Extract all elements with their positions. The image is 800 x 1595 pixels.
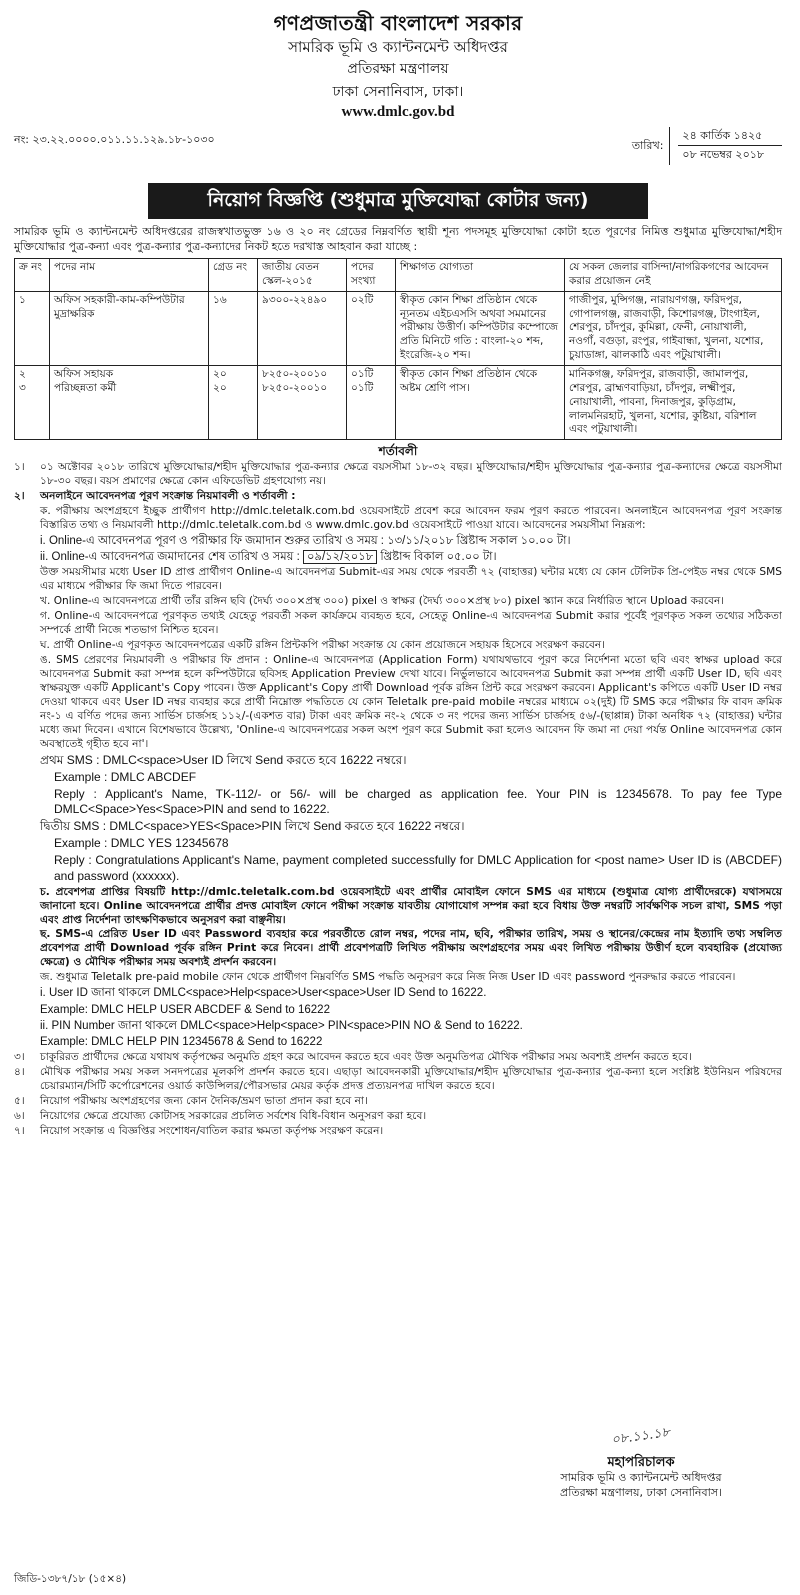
- recover-pin-example: Example: DMLC HELP PIN 12345678 & Send to 16222: [40, 1035, 323, 1048]
- col-serial: ক্র নং: [15, 259, 50, 292]
- intro-paragraph: সামরিক ভূমি ও ক্যান্টনমেন্ট অধিদপ্তরের রাজস্বখাতভুক্ত ১৬ ও ২০ নং গ্রেডের নিম্নবর্ণিত স্থায়ী শূন্য পদসমূহ মুক্তিযোদ্ধা কোটা হতে পূরণের নিমিত্ত শুধুমাত্র মুক্তিযোদ্ধা/শহীদ মুক্তিযোদ্ধার পুত্র-কন্যা এবং পুত্র-কন্যার পুত্র-কন্যাদের নিকট হতে দরখাস্ত আহবান করা যাচ্ছে :: [14, 225, 782, 253]
- condition-text: ০১ অক্টোবর ২০১৮ তারিখে মুক্তিযোদ্ধার/শহীদ মুক্তিযোদ্ধার পুত্র-কন্যার ক্ষেত্রে বয়সসীমা ১৮-৩২ বছর। মুক্তিযোদ্ধার/শহীদ মুক্তিযোদ্ধার পুত্র-কন্যার পুত্র-কন্যাদের ক্ষেত্রে বয়সসীমা ১৮-৩০ বছর। বয়স প্রমাণের ক্ষেত্রে কোন এফিডেভিট গ্রহণযোগ্য নয়।: [40, 461, 782, 488]
- table-row: [15, 366, 782, 440]
- col-grade: গ্রেড নং: [209, 259, 258, 292]
- sms-instructions: [14, 753, 782, 885]
- condition-number: ৪।: [14, 1066, 25, 1079]
- reference-row: [14, 127, 782, 181]
- clause-ka: ক. পরীক্ষায় অংশগ্রহণে ইচ্ছুক প্রার্থীগণ http://dmlc.teletalk.com.bd ওয়েবসাইটে প্রবেশ করে আবেদন ফরম পূরণ করতে পারবেন। অনলাইনে আবেদনপত্র পূরণ সংক্রান্ত বিস্তারিত তথ্য ও নিয়মাবলী http://dmlc.teletalk.com.bd ও www.dmlc.gov.bd ওয়েবসাইটে পাওয়া যাবে। আবেদনের সময়সীমা নিম্নরূপ:: [40, 505, 782, 532]
- clause-chha: ছ. SMS-এ প্রেরিত User ID এবং Password ব্যবহার করে পরবর্তীতে রোল নম্বর, পদের নাম, ছবি, পরীক্ষার তারিখ, সময় ও স্থানের/কেন্দ্রের নাম ইত্যাদি তথ্য সম্বলিত প্রবেশপত্র প্রার্থী Download পূর্বক রঙ্গিন Print করে নিবেন। প্রার্থী প্রবেশপত্রটি লিখিত পরীক্ষায় অংশগ্রহণের সময় এবং লিখিত পরীক্ষায় উত্তীর্ণ হলে ব্যবহারিক (প্রযোজ্য ক্ষেত্রে) ও মৌখিক পরীক্ষার সময় অবশ্যই প্রদর্শন করবেন।: [40, 928, 782, 969]
- gd-number: জিডি-১৩৮৭/১৮ (১৫×৪): [14, 1573, 127, 1585]
- condition-number: ৭।: [14, 1124, 25, 1137]
- memo-number: নং: ২৩.২২.০০০০.০১১.১১.১২৯.১৮-১০৩০: [14, 132, 215, 146]
- clause-ka-note: উক্ত সময়সীমার মধ্যে User ID প্রাপ্ত প্রার্থীগণ Online-এ আবেদনপত্র Submit-এর সময় থেকে পরবর্তী ৭২ (বাহাত্তর) ঘন্টার মধ্যে যে কোন টেলিটক প্রি-পেইড নম্বর থেকে SMS এর মাধ্যমে পরীক্ষার ফি জমা দিতে পারবেন।: [40, 566, 782, 593]
- signatory-ministry: প্রতিরক্ষা মন্ত্রণালয়, ঢাকা সেনানিবাস।: [559, 1485, 723, 1499]
- cell-scale: ৯৩০০-২২৪৯০: [258, 291, 347, 365]
- clause-kha: খ. Online-এ আবেদনপত্রে প্রার্থী তাঁর রঙ্গিন ছবি (দৈর্ঘ্য ৩০০×প্রস্থ ৩০০) pixel ও স্বাক্ষর (দৈর্ঘ্য ৩০০×প্রস্থ ৮০) pixel স্ক্যান করে নির্ধারিত স্থানে Upload করবেন।: [40, 595, 725, 608]
- sms-first-example: Example : DMLC ABCDEF: [54, 769, 197, 784]
- notice-title-banner: নিয়োগ বিজ্ঞপ্তি (শুধুমাত্র মুক্তিযোদ্ধা কোটার জন্য): [148, 183, 648, 219]
- clause-ka-start: i. Online-এ আবেদনপত্র পূরণ ও পরীক্ষার ফি জমাদান শুরুর তারিখ ও সময় : ১৩/১১/২০১৮ খ্রিষ্টাব্দ সকাল ১০.০০ টা।: [40, 535, 571, 548]
- office-address: ঢাকা সেনানিবাস, ঢাকা।: [332, 83, 464, 100]
- cell-grade: [209, 366, 258, 440]
- cell-serial: ১: [15, 291, 50, 365]
- cell-scale: [258, 366, 347, 440]
- vacancy-table: [14, 258, 782, 440]
- serial-3: ৩: [19, 381, 26, 394]
- sms-second: দ্বিতীয় SMS : DMLC<space>YES<Space>PIN লিখে Send করতে হবে 16222 নম্বরে।: [40, 819, 465, 834]
- cell-qualification: স্বীকৃত কোন শিক্ষা প্রতিষ্ঠান থেকে অষ্টম শ্রেণি পাস।: [396, 366, 565, 440]
- serial-2: ২: [19, 368, 26, 381]
- deadline-date: ০৯/১২/২০১৮: [303, 550, 377, 564]
- letterhead: [14, 10, 782, 123]
- date-bangla: ২৪ কার্তিক ১৪২৫: [678, 127, 782, 147]
- col-post: পদের নাম: [50, 259, 209, 292]
- condition-number: ২।: [14, 490, 25, 503]
- condition-text: মৌখিক পরীক্ষার সময় সকল সনদপত্রের মূলকপি প্রদর্শন করতে হবে। এছাড়া আবেদনকারী মুক্তিযোদ্ধার/শহীদ মুক্তিযোদ্ধার পুত্র-কন্যার পুত্র-কন্যা হলে সংশ্লিষ্ট ইউনিয়ন পরিষদের চেয়ারম্যান/সিটি কর্পোরেশনের ওয়ার্ড কাউন্সিলর/পৌরসভার মেয়র কর্তৃক প্রদত্ত প্রত্যয়নপত্র দাখিল করতে হবে।: [40, 1066, 782, 1092]
- recover-pin: ii. PIN Number জানা থাকলে DMLC<space>Help<space> PIN<space>PIN NO & Send to 16222.: [40, 1019, 523, 1032]
- sms-first: প্রথম SMS : DMLC<space>User ID লিখে Send করতে হবে 16222 নম্বরে।: [40, 752, 407, 767]
- condition-number: ৬।: [14, 1109, 25, 1122]
- date-english: ০৮ নভেম্বর ২০১৮: [682, 148, 764, 162]
- conditions-title: শর্তাবলী: [378, 444, 418, 459]
- clause-cha: চ. প্রবেশপত্র প্রাপ্তির বিষয়টি http://dmlc.teletalk.com.bd ওয়েবসাইটে এবং প্রার্থীর মোবাইল ফোনে SMS এর মাধ্যমে (শুধুমাত্র যোগ্য প্রার্থীদেরকে) যথাসময়ে জানানো হবে। Online আবেদনপত্রে প্রার্থীর প্রদত্ত মোবাইল ফোনে পরীক্ষা সংক্রান্ত যাবতীয় যোগাযোগ সম্পন্ন করা হবে বিধায় উক্ত নম্বরটি সার্বক্ষণিক সচল রাখা, SMS পড়া এবং প্রাপ্ত নির্দেশনা তাৎক্ষণিকভাবে অনুসরণ করা বাঞ্ছনীয়।: [40, 885, 782, 926]
- clause-ja: জ. শুধুমাত্র Teletalk pre-paid mobile ফোন থেকে প্রার্থীগণ নিম্নবর্ণিত SMS পদ্ধতি অনুসরণ করে নিজ নিজ User ID এবং password পুনরুদ্ধার করতে পারবেন।: [40, 971, 736, 984]
- clause-uma: ঙ. SMS প্রেরণের নিয়মাবলী ও পরীক্ষার ফি প্রদান : Online-এ আবেদনপত্র (Application Form) যথাযথভাবে পূরণ করে নির্দেশনা মতো ছবি এবং স্বাক্ষর upload করে আবেদনপত্র Submit করা সম্পন্ন হলে কম্পিউটারে ছবিসহ Application Preview দেখা যাবে। নির্ভুলভাবে আবেদনপত্র Submit করা সম্পন্ন প্রার্থী একটি User ID, ছবি এবং স্বাক্ষরযুক্ত একটি Applicant's Copy পাবেন। উক্ত Applicant's Copy প্রার্থী Download পূর্বক রঙ্গিন প্রিন্ট করে সংরক্ষণ করবেন। Applicant's কপিতে একটি User ID নম্বর দেওয়া থাকবে এবং User ID নম্বর ব্যবহার করে প্রার্থী নিম্নোক্ত পদ্ধতিতে যে কোন Teletalk pre-paid mobile নম্বরের মাধ্যমে ০২(দুই) টি SMS করে পরীক্ষার ফি বাবদ ক্রমিক নং-১ এ বর্ণিত পদের জন্য সার্ভিস চার্জসহ ১১২/-(একশত বার) টাকা এবং ক্রমিক নং-২ থেকে ৩ নং পদের জন্য সার্ভিস চার্জসহ ৫৬/-(ছাপ্পান্ন) টাকা অনধিক ৭২ (বাহাত্তর) ঘন্টার মধ্যে জমা দিবেন। এখানে বিশেষভাবে উল্লেখ্য, 'Online-এ আবেদনপত্রের সকল অংশ পূরণ করে Submit করা হলেও আবেদন ফি জমা না দেয়া পর্যন্ত Online আবেদনপত্র কোন অবস্থাতেই গৃহীত হবে না'।: [40, 654, 782, 750]
- condition-1: [14, 461, 782, 489]
- government-title: গণপ্রজাতন্ত্রী বাংলাদেশ সরকার: [273, 11, 523, 35]
- signature-mark: ০৮.১১.১৮: [610, 1424, 671, 1449]
- condition-text: নিয়োগ সংক্রান্ত এ বিজ্ঞপ্তির সংশোধন/বাতিল করার ক্ষমতা কর্তৃপক্ষ সংরক্ষণ করেন।: [40, 1124, 384, 1137]
- condition-text: অনলাইনে আবেদনপত্র পূরণ সংক্রান্ত নিয়মাবলী ও শর্তাবলী :: [40, 490, 296, 503]
- condition-number: ৩।: [14, 1051, 25, 1064]
- post-cleaner: পরিচ্ছন্নতা কর্মী: [54, 381, 117, 394]
- condition-text: নিয়োগের ক্ষেত্রে প্রযোজ্য কোটাসহ সরকারের প্রচলিত সর্বশেষ বিধি-বিধান অনুসরণ করা হবে।: [40, 1109, 427, 1122]
- condition-2-title: [14, 490, 782, 504]
- cell-grade: ১৬: [209, 291, 258, 365]
- cell-excluded: মানিকগঞ্জ, ফরিদপুর, রাজবাড়ী, জামালপুর, শেরপুর, ব্রাহ্মণবাড়িয়া, চাঁদপুর, লক্ষ্মীপুর, নোয়াখালী, পাবনা, দিনাজপুর, কুড়িগ্রাম, লালমনিরহাট, খুলনা, যশোর, কুষ্টিয়া, বরিশাল এবং পটুয়াখালী।: [565, 366, 782, 440]
- condition-text: চাকুরিরত প্রার্থীদের ক্ষেত্রে যথাযথ কর্তৃপক্ষের অনুমতি গ্রহণ করে আবেদন করতে হবে এবং উক্ত অনুমতিপত্র মৌখিক পরীক্ষার সময় অবশ্যই প্রদর্শন করতে হবে।: [40, 1051, 692, 1064]
- cell-qualification: স্বীকৃত কোন শিক্ষা প্রতিষ্ঠান থেকে ন্যূনতম এইচএসসি অথবা সমমানের পরীক্ষায় উত্তীর্ণ। কম্পিউটার কম্পোজে প্রতি মিনিটে গতি : বাংলা-২০ শব্দ, ইংরেজি-২০ শব্দ।: [396, 291, 565, 365]
- signature-block: [526, 1424, 756, 1500]
- sms-second-example: Example : DMLC YES 12345678: [54, 836, 229, 851]
- condition-3: [14, 1051, 782, 1065]
- signatory-title: মহাপরিচালক: [607, 1455, 675, 1470]
- table-header-row: [15, 259, 782, 292]
- condition-4: [14, 1066, 782, 1094]
- table-row: [15, 291, 782, 365]
- grade-2: ২০: [213, 368, 227, 381]
- clause-gha: ঘ. প্রার্থী Online-এ পূরণকৃত আবেদনপত্রের একটি রঙ্গিন প্রিন্টকপি পরীক্ষা সংক্রান্ত যে কোন প্রয়োজনে সহায়ক হিসেবে সংরক্ষণ করবেন।: [40, 639, 606, 652]
- clause-ga: গ. Online-এ আবেদনপত্রে পূরণকৃত তথ্যই যেহেতু পরবর্তী সকল কার্যক্রমে ব্যবহৃত হবে, সেহেতু Online-এ আবেদনপত্র Submit করার পূর্বেই পূরণকৃত সকল তথ্যের সঠিকতা সম্পর্কে প্রার্থী নিজে শতভাগ নিশ্চিত হবেন।: [40, 610, 782, 637]
- col-excluded-districts: যে সকল জেলার বাসিন্দা/নাগরিকগণের আবেদন করার প্রয়োজন নেই: [565, 259, 782, 292]
- cell-count: [347, 366, 396, 440]
- condition-6: [14, 1110, 782, 1124]
- recover-user-id-example: Example: DMLC HELP USER ABCDEF & Send to 16222: [40, 1003, 330, 1016]
- count-3: ০১টি: [351, 381, 374, 394]
- col-count: পদের সংখ্যা: [347, 259, 396, 292]
- col-qualification: শিক্ষাগত যোগ্যতা: [396, 259, 565, 292]
- cell-count: ০২টি: [347, 291, 396, 365]
- cell-serial: [15, 366, 50, 440]
- col-scale: জাতীয় বেতন স্কেল-২০১৫: [258, 259, 347, 292]
- department-name: সামরিক ভূমি ও ক্যান্টনমেন্ট অধিদপ্তর: [288, 38, 508, 57]
- recover-user-id: i. User ID জানা থাকলে DMLC<space>Help<space>User<space>User ID Send to 16222.: [40, 987, 487, 1000]
- signatory-office: সামরিক ভূমি ও ক্যান্টনমেন্ট অধিদপ্তর: [560, 1471, 722, 1485]
- deadline-label: ii. Online-এ আবেদনপত্র জমাদানের শেষ তারিখ ও সময় :: [40, 551, 300, 564]
- sms-first-reply: Reply : Applicant's Name, TK-112/- or 56/- will be charged as application fee. Your PIN is 12345678. To pay fee Type DMLC<Space>Yes<Space>PIN and send to 16222.: [54, 786, 782, 817]
- scale-2: ৮২৫০-২০০১০: [262, 368, 328, 381]
- condition-number: ১।: [14, 461, 25, 474]
- condition-7: [14, 1125, 782, 1139]
- post-office-assistant: অফিস সহায়ক: [54, 368, 114, 381]
- count-2: ০১টি: [351, 368, 374, 381]
- website-link[interactable]: www.dmlc.gov.bd: [341, 104, 455, 121]
- condition-number: ৫।: [14, 1094, 25, 1107]
- date-box: [632, 127, 782, 165]
- sms-second-reply: Reply : Congratulations Applicant's Name, payment completed successfully for DMLC Application for <post name> User ID is (ABCDEF) and password (xxxxxx).: [54, 852, 782, 883]
- clause-ka-deadline: [14, 550, 782, 565]
- cell-excluded: গাজীপুর, মুন্সিগঞ্জ, নারায়ণগঞ্জ, ফরিদপুর, গোপালগঞ্জ, রাজবাড়ী, কিশোরগঞ্জ, টাংগাইল, শেরপুর, চাঁদপুর, কুমিল্লা, ফেনী, নোয়াখালী, নওগাঁ, বগুড়া, রংপুর, গাইবান্ধা, খুলনা, যশোর, চুয়াডাঙ্গা, ঝালকাঠি এবং পটুয়াখালী।: [565, 291, 782, 365]
- deadline-time: খ্রিষ্টাব্দ বিকাল ০৫.০০ টা।: [380, 551, 497, 564]
- ministry-name: প্রতিরক্ষা মন্ত্রণালয়: [347, 61, 449, 78]
- grade-3: ২০: [213, 381, 227, 394]
- condition-text: নিয়োগ পরীক্ষায় অংশগ্রহণের জন্য কোন দৈনিক/ভ্রমণ ভাতা প্রদান করা হবে না।: [40, 1094, 368, 1107]
- cell-post: [50, 366, 209, 440]
- scale-3: ৮২৫০-২০০১০: [262, 381, 328, 394]
- cell-post: অফিস সহকারী-কাম-কম্পিউটার মুদ্রাক্ষরিক: [50, 291, 209, 365]
- date-label: তারিখ:: [631, 138, 664, 152]
- condition-5: [14, 1095, 782, 1109]
